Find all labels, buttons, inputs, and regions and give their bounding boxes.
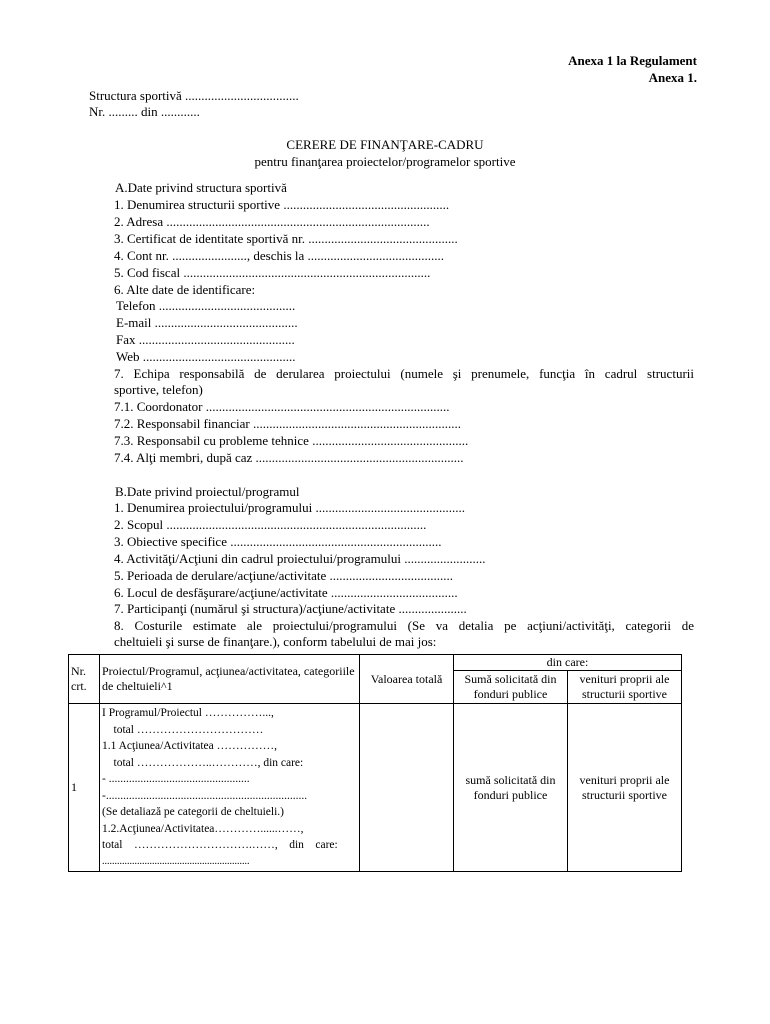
row-detail-line: total …………………………… [102,723,264,736]
header-public-funds: Sumă solicitată din fonduri publice [454,671,568,704]
row-detail-line: total ………………..…………, din care: [102,756,304,769]
row-own-revenue: venituri proprii ale structurii sportive [568,704,682,872]
section-a-item: 1. Denumirea structurii sportive ................................................... [114,197,450,212]
document-title: CERERE DE FINANŢARE-CADRU [286,137,484,152]
sports-structure-line: Structura sportivă ................................... [89,88,299,103]
row-detail-line: - ................................................. [102,773,250,785]
section-b-item: 7. Participanţi (numărul şi structura)/acţiune/activitate ..................... [114,601,467,616]
section-b-item: 3. Obiective specifice ................................................................. [114,534,442,549]
section-a-item: 4. Cont nr. ......................., deschis la .......................................... [114,248,445,263]
row-detail-line: -...................................................................... [102,789,308,802]
annex-number: Anexa 1. [648,70,697,85]
row-nr: 1 [69,704,100,872]
header-own-revenue: venituri proprii ale structurii sportive [568,671,682,704]
row-detail-line: I Programul/Proiectul ……………..., [102,707,274,719]
registration-number-line: Nr. ......... din ............ [89,104,200,119]
table-header-row [69,655,682,671]
section-a-item-7-continued: sportive, telefon) [114,382,203,397]
header-nr-crt: Nr. crt. [69,655,100,704]
section-a-item: 3. Certificat de identitate sportivă nr. .............................................. [114,231,458,246]
section-a-item: 2. Adresa ................................................................................. [114,214,430,229]
row-public-funds: sumă solicitată din fonduri publice [454,704,568,872]
section-b-item: 4. Activităţi/Acţiuni din cadrul proiectului/programului ......................... [114,551,486,566]
team-member-field: 7.1. Coordonator ........................................................................... [114,399,450,414]
costs-table [68,654,682,872]
section-a-item-7: 7. Echipa responsabilă de derularea proiectului (numele şi prenumele, funcţia în cadrul structurii [114,366,694,381]
contact-field: Web ............................................... [116,349,296,364]
row-detail-line: ........................................................... [102,855,250,867]
section-a-item: 6. Alte date de identificare: [114,282,256,297]
section-b-item: 5. Perioada de derulare/acţiune/activitate ...................................... [114,568,453,583]
contact-field: Fax ................................................ [116,332,295,347]
section-b-item-8: 8. Costurile estimate ale proiectului/programului (Se va detalia pe acţiuni/activităţi, categorii de [114,618,694,633]
row-detail-line: total ………………………….……, din care: [102,839,338,851]
section-b-item-8-continued: cheltuieli şi surse de finanţare.), conform tabelului de mai jos: [114,634,437,649]
row-detail-line: 1.1 Acţiunea/Activitatea ……………, [102,740,278,752]
team-member-field: 7.2. Responsabil financiar ................................................................ [114,416,461,431]
section-b-item: 6. Locul de desfăşurare/acţiune/activitate ....................................... [114,585,458,600]
row-detail-line: (Se detaliază pe categorii de cheltuieli.) [102,806,284,818]
header-project: Proiectul/Programul, acţiunea/activitatea, categoriile de cheltuieli^1 [100,655,360,704]
team-member-field: 7.3. Responsabil cu probleme tehnice ................................................ [114,433,469,448]
annex-reference: Anexa 1 la Regulament [568,53,697,68]
section-b-item: 1. Denumirea proiectului/programului .............................................. [114,500,465,515]
row-total-value [360,704,454,872]
contact-field: Telefon .......................................... [116,298,296,313]
document-subtitle: pentru finanţarea proiectelor/programelor sportive [254,154,516,169]
header-total-value: Valoarea totală [360,655,454,704]
header-of-which: din care: [454,655,682,671]
section-a-item: 5. Cod fiscal ............................................................................ [114,265,431,280]
row-detail-line: 1.2.Acţiunea/Activitatea…………......……, [102,822,304,835]
team-member-field: 7.4. Alţi membri, după caz ................................................................ [114,450,464,465]
section-a-heading: A.Date privind structura sportivă [115,180,287,195]
section-b-heading: B.Date privind proiectul/programul [115,484,300,499]
contact-field: E-mail ............................................ [116,315,298,330]
row-project-details [100,704,360,872]
section-b-item: 2. Scopul ................................................................................ [114,517,427,532]
table-row [69,704,682,872]
